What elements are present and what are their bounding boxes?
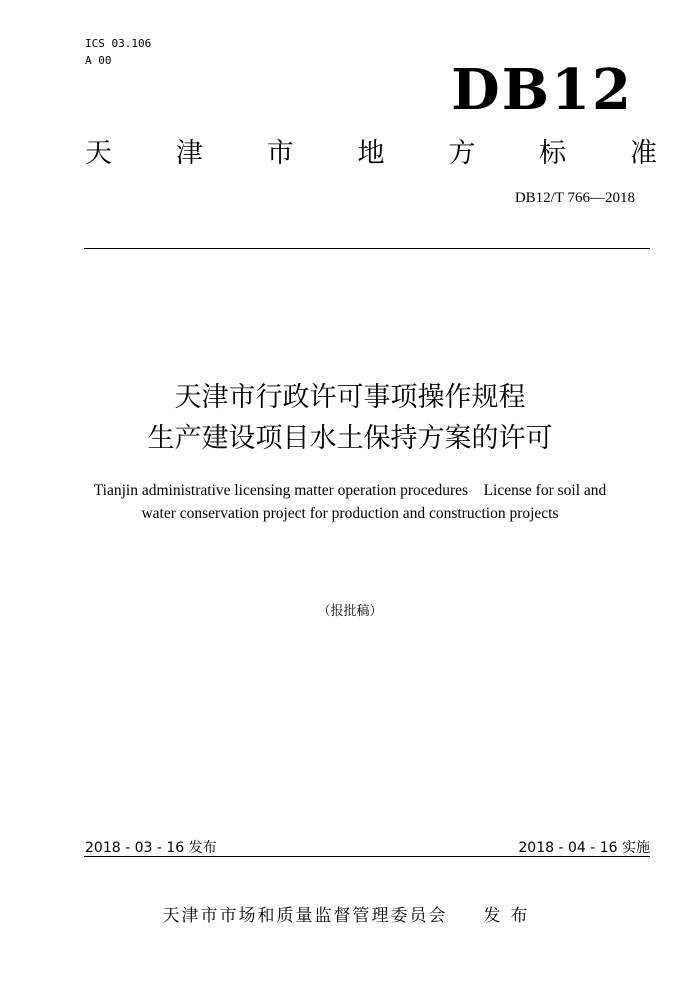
standard-title-char: 市 xyxy=(266,138,294,169)
issuer-name: 天津市市场和质量监督管理委员会 xyxy=(162,906,448,926)
standard-title-char: 准 xyxy=(629,138,657,169)
standard-title-char: 天 xyxy=(85,138,112,169)
ics-code: ICS 03.106 xyxy=(85,37,152,50)
standard-title-char: 标 xyxy=(539,138,567,169)
standard-code-logo: DB12 xyxy=(451,57,633,123)
standard-title xyxy=(85,137,657,171)
issue-date: 2018 - 03 - 16 发布 xyxy=(85,840,217,856)
standard-title-char: 地 xyxy=(357,138,385,169)
issuer-row xyxy=(0,901,700,926)
bottom-divider xyxy=(84,856,650,857)
draft-status: （报批稿） xyxy=(317,604,383,619)
english-title-line-2: water conservation project for production and construction projects xyxy=(141,505,559,522)
standard-title-char: 方 xyxy=(448,138,476,169)
publish-label: 发布 xyxy=(483,906,538,926)
top-divider xyxy=(84,248,650,249)
chinese-title-line-2: 生产建设项目水土保持方案的许可 xyxy=(147,423,553,454)
ccs-code: A 00 xyxy=(85,54,112,67)
implementation-date: 2018 - 04 - 16 实施 xyxy=(518,840,650,856)
standard-title-char: 津 xyxy=(175,138,203,169)
chinese-title-line-1: 天津市行政许可事项操作规程 xyxy=(174,382,526,413)
english-title-line-1: Tianjin administrative licensing matter operation procedures License for soil and xyxy=(93,482,607,499)
standard-number: DB12/T 766—2018 xyxy=(514,190,635,206)
